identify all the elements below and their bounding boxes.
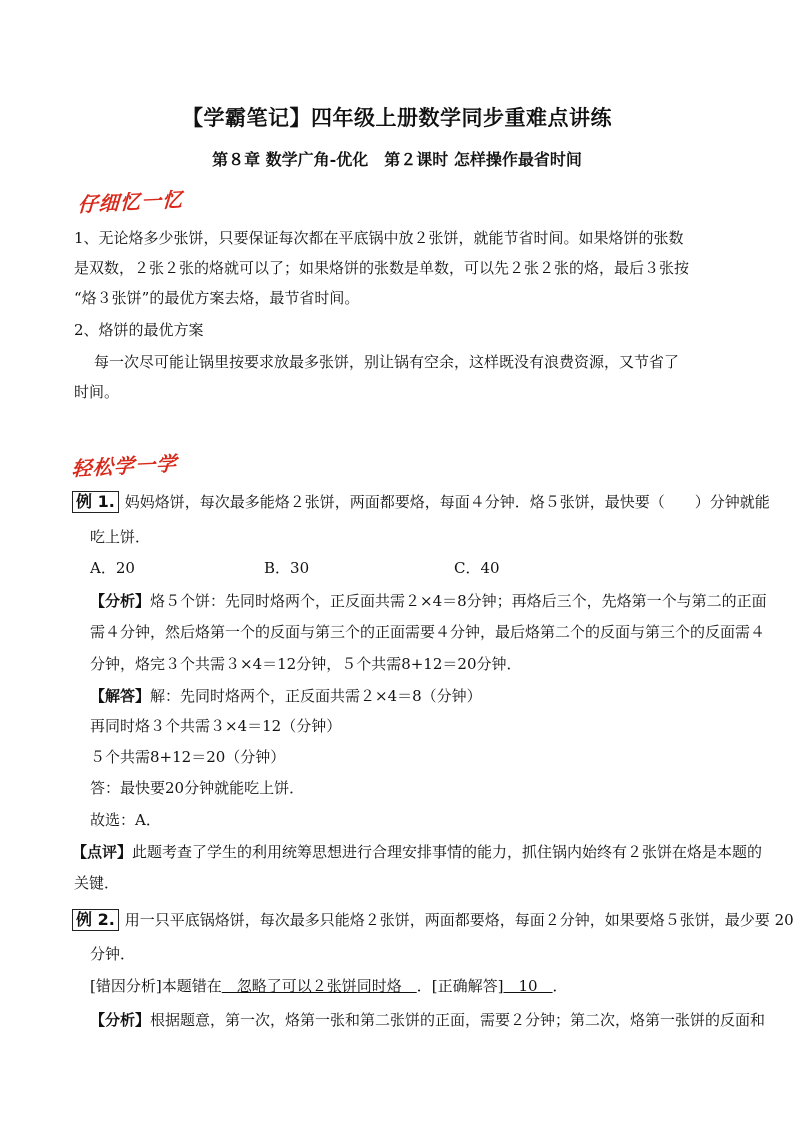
example-1-answer-line-5: 故选：A．	[90, 811, 161, 829]
example-2-error-end: ．	[552, 977, 568, 995]
example-1-answer-line-2: 再同时烙３个共需３×4＝12（分钟）	[90, 717, 342, 735]
example-2-question-text: 用一只平底锅烙饼，每次最多只能烙２张饼，两面都要烙，每面２分钟，如果要烙５张饼，最少要 20	[124, 911, 794, 929]
example-1-question-text: 妈妈烙饼，每次最多能烙２张饼，两面都要烙，每面４分钟．烙５张饼，最快要（ ）分钟就能	[124, 493, 770, 511]
recall-paragraph-2-title: 2、烙饼的最优方案	[74, 321, 204, 339]
example-2-analysis-text: 根据题意，第一次，烙第一张和第二张饼的正面，需要２分钟；第二次，烙第一张饼的反面和	[150, 1011, 766, 1029]
example-2-error-mid: ．[正确解答]	[416, 977, 504, 995]
example-2-error-blank: 忽略了可以２张饼同时烙	[221, 977, 417, 995]
example-1-analysis-line-2: 需４分钟，然后烙第一个的反面与第三个的正面需要４分钟，最后烙第二个的反面与第三个的反面需４	[90, 623, 766, 641]
section-heading-learn: 轻松学一学	[71, 451, 178, 481]
example-1-comment-text: 此题考查了学生的利用统筹思想进行合理安排事情的能力，抓住锅内始终有２张饼在烙是本题的	[132, 843, 763, 861]
example-1-option-c: C．40	[454, 559, 500, 577]
example-2-error-prefix: [错因分析]本题错在	[90, 977, 222, 995]
page-title: 【学霸笔记】四年级上册数学同步重难点讲练	[182, 105, 612, 130]
recall-paragraph-2-line-2: 时间。	[74, 383, 120, 401]
example-1-analysis-text: 烙５个饼：先同时烙两个，正反面共需２×4＝8分钟；再烙后三个，先烙第一个与第二的正面	[150, 592, 767, 610]
example-2-analysis-line-1	[90, 1010, 765, 1031]
recall-paragraph-2-line-1: 每一次尽可能让锅里按要求放最多张饼，别让锅有空余，这样既没有浪费资源，又节省了	[94, 353, 680, 371]
chapter-subtitle: 第８章 数学广角-优化 第２课时 怎样操作最省时间	[212, 150, 582, 169]
example-1-question-line-2: 吃上饼．	[90, 528, 151, 546]
recall-paragraph-1-line-1: 1、无论烙多少张饼，只要保证每次都在平底锅中放２张饼，就能节省时间。如果烙饼的张数	[74, 229, 684, 247]
example-2-question-line-2: 分钟．	[90, 945, 136, 963]
example-1-answer-line-1	[90, 686, 482, 707]
example-2-question-line-1	[72, 909, 794, 931]
example-1-options	[90, 558, 500, 579]
example-2-label: 例 2.	[72, 909, 119, 931]
example-1-analysis-line-3: 分钟，烙完３个共需３×4＝12分钟，５个共需8+12＝20分钟．	[90, 655, 522, 673]
example-1-comment-tag: 【点评】	[72, 843, 133, 861]
recall-paragraph-1-line-2: 是双数，２张２张的烙就可以了；如果烙饼的张数是单数，可以先２张２张的烙，最后３张按	[74, 259, 690, 277]
recall-paragraph-1-line-3: “烙３张饼”的最优方案去烙，最节省时间。	[74, 289, 360, 307]
example-1-option-a: A．20	[90, 559, 135, 577]
example-2-error-analysis	[90, 976, 568, 997]
example-1-answer-line-3: ５个共需8+12＝20（分钟）	[90, 748, 286, 766]
example-1-question-line-1	[72, 491, 770, 513]
example-1-comment-line-1	[72, 842, 762, 863]
example-2-correct-blank: 10	[503, 977, 553, 995]
example-1-answer-text: 解：先同时烙两个，正反面共需２×4＝8（分钟）	[150, 687, 482, 705]
example-1-label: 例 1.	[72, 491, 119, 513]
example-1-answer-line-4: 答：最快要20分钟就能吃上饼．	[90, 779, 305, 797]
example-1-option-b: B．30	[264, 559, 310, 577]
example-1-comment-line-2: 关键．	[74, 874, 120, 892]
example-1-answer-tag: 【解答】	[90, 687, 151, 705]
section-heading-recall: 仔细忆一忆	[77, 187, 184, 217]
example-2-analysis-tag: 【分析】	[90, 1011, 151, 1029]
example-1-analysis-tag: 【分析】	[90, 592, 151, 610]
example-1-analysis-line-1	[90, 591, 767, 612]
